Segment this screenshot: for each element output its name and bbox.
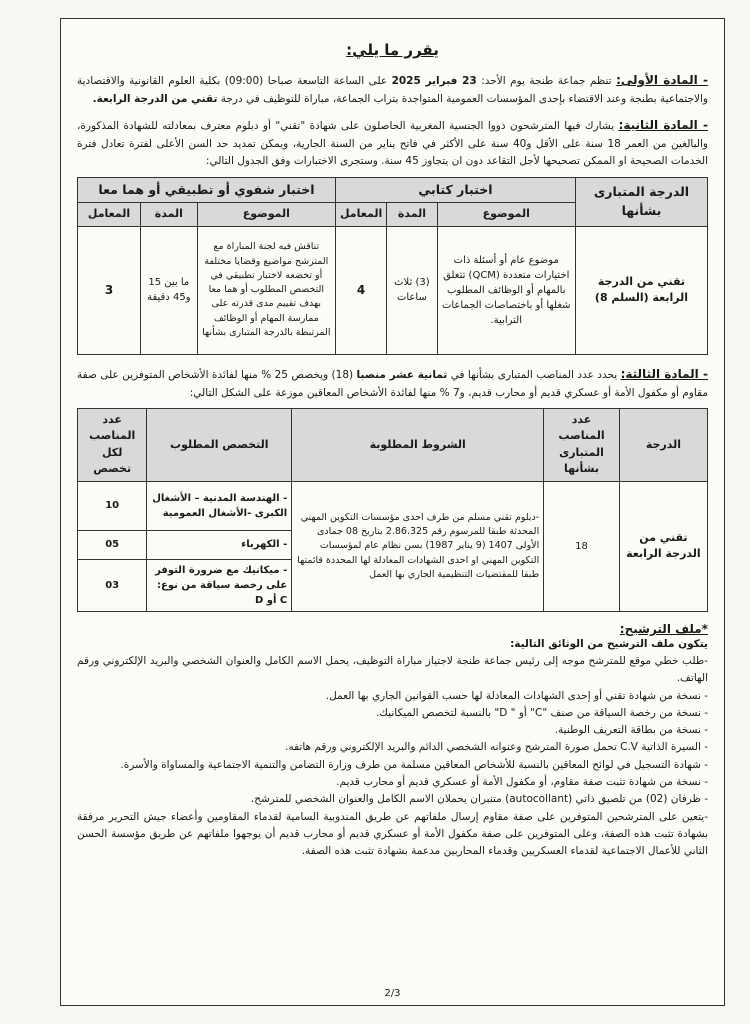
exam-oral-duration-h: المدة (141, 203, 198, 227)
article-3 (77, 365, 708, 402)
posts-conditions-h: الشروط المطلوبة (292, 408, 544, 481)
article-1-date: 23 فبراير 2025 (391, 75, 477, 87)
article-1-label: - المادة الأولى: (616, 73, 709, 87)
article-3-count: ثمانية عشر منصبا (356, 368, 448, 381)
exam-row-written-duration: (3) ثلاث ساعات (387, 226, 437, 354)
article-3-text-b: (18) ويخصص 25 % منها لفائدة الأشخاص المتوفرين على صفة مقاوم أو مكفول الأمة أو عسكري قديم أو محارب قديم، و7 % منها لفائدة الأشخاص المعاقين موزعة على الشكل التالي: (77, 368, 708, 399)
exam-written-coef-h: المعامل (335, 203, 386, 227)
posts-conditions: -دبلوم تقني مسلم من طرف احدى مؤسسات التكوين المهني المحدثة طبقا للمرسوم رقم 2.86.325 بتاريخ 08 جمادى الأولى 1407 (9 يناير 1987) بسن نظام عام لمؤسسات التكوين المهني او احدى الشهادات المعادلة لها المحددة قائمتها طبقا للمقتضيات التنظيمية الجاري بها العمل (292, 481, 544, 611)
article-1 (77, 71, 708, 108)
article-1-text-a: تنظم جماعة طنجة يوم الأحد: (476, 75, 617, 87)
posts-count-2: 05 (78, 530, 147, 559)
dossier-intro: يتكون ملف الترشيح من الوثائق التالية: (510, 637, 708, 650)
article-3-label: - المادة الثالثة: (620, 366, 708, 381)
posts-total-h: عدد المناصب المتبارى بشأنها (544, 408, 620, 481)
article-3-text-a: يحدد عدد المناصب المتبارى بشأنها في (447, 368, 621, 381)
article-1-text-b: على الساعة التاسعة صباحا (09:00) بكلية العلوم القانونية والاقتصادية والاجتماعية بطنجة وعند الاقتضاء بإحدى المؤسسات العمومية المتواجدة بتراب الجماعة، مباراة للتوظيف في درجة (77, 75, 708, 105)
document-page (60, 18, 725, 1006)
exam-oral-subject-h: الموضوع (197, 203, 335, 227)
posts-count-3: 03 (78, 559, 147, 611)
exam-row-written-coef: 4 (335, 226, 386, 354)
page-number: 2/3 (384, 988, 401, 999)
dossier-item: - ظرفان (02) من تلصيق ذاتي (autocollant) متنبران يحملان الاسم الكامل والعنوان الشخصي للمترشح. (250, 793, 708, 806)
article-1-grade: تقني من الدرجة الرابعة. (92, 92, 218, 105)
exam-written-duration-h: المدة (387, 203, 437, 227)
dossier-item: - السيرة الذاتية C.V تحمل صورة المترشح وعنوانه الشخصي الدائم والبريد الإلكتروني ورقم هاتفه. (285, 741, 708, 754)
dossier-item: - نسخة من بطاقة التعريف الوطنية. (554, 724, 708, 737)
posts-grade: تقني من الدرجة الرابعة (619, 481, 707, 611)
exam-row-grade: تقني من الدرجة الرابعة (السلم 8) (575, 226, 707, 354)
posts-count-1: 10 (78, 481, 147, 530)
exam-grade-header: الدرجة المتبارى بشأنها (575, 177, 707, 226)
dossier-item: -طلب خطي موقع للمترشح موجه إلى رئيس جماعة طنجة لاجتياز مباراة التوظيف، يحمل الاسم الكامل والعنوان الشخصي والبريد الإلكتروني ورقم الهاتف. (77, 654, 708, 685)
dossier-list (77, 653, 708, 861)
posts-table (77, 408, 708, 612)
exam-row-oral-duration: ما بين 15 و45 دقيقة (141, 226, 198, 354)
dossier-heading: *ملف الترشيح: (619, 621, 708, 636)
posts-specialty-2: - الكهرباء (147, 530, 292, 559)
exam-oral-header: اختبار شفوي أو تطبيقي أو هما معا (78, 177, 336, 203)
article-2 (77, 116, 708, 170)
exam-table (77, 177, 708, 355)
dossier-item: -يتعين على المترشحين المتوفرين على صفة مقاوم إرسال ملفاتهم عن طريق المندوبية السامية لقدماء المقاومين وأعضاء جيش التحرير مرفقة بشهادة تثبت هذه الصفة، وعلى المتوفرين على صفة مكفول الأمة أو عسكري قديم أو محارب قديم أن يوجهوا ملفاتهم عن طريق مؤسسة الحسن الثاني للأعمال الاجتماعية لقدماء العسكريين وقدماء المحاربين مدعمة بشهادة تثبت هذه الصفة. (77, 810, 708, 858)
dossier-item: - نسخة من شهادة تقني أو إحدى الشهادات المعادلة لها حسب القوانين الجاري بها العمل. (325, 689, 708, 702)
exam-row-oral-subject: تناقش فيه لجنة المباراة مع المترشح مواضيع وقضايا مختلفة أو تخضعه لاختبار تطبيقي في التخصص المطلوب أو هما معا بهدف تقييم مدى قدرته على ممارسة المهام أو الوظائف المرتبطة بالدرجة المتبارى بشأنها (197, 226, 335, 354)
article-2-label: - المادة الثانية: (618, 118, 708, 133)
posts-specialty-1: - الهندسة المدنية – الأشغال الكبرى -الأشغال العمومية (147, 481, 292, 530)
dossier-item: - شهادة التسجيل في لوائح المعاقين بالنسبة للأشخاص المعاقين مسلمة من طرف وزارة التضامن والتنمية الاجتماعية والمساواة والأسرة. (120, 758, 708, 771)
article-2-text: يشارك فيها المترشحون ذووا الجنسية المغربية الحاصلون على شهادة "تقني" أو دبلوم معترف بمعادلته للشهادة المذكورة، والبالغين من العمر 18 سنة على الأقل و40 سنة على الأكثر في فاتح يناير من السنة الجارية، ويمكن تمديد حد السن الأعلى لفترة تعادل فترة الخدمات الصحيحة او الممكن تصحيحها لأجل التقاعد دون ان يتجاوز 45 سنة. وستجرى الاختبارات وفق الجدول التالي: (77, 120, 708, 168)
exam-written-header: اختبار كتابي (335, 177, 575, 203)
posts-specialty-h: التخصص المطلوب (147, 408, 292, 481)
dossier-item: - نسخة من شهادة تثبت صفة مقاوم، أو مكفول الأمة أو عسكري قديم أو محارب قديم. (336, 776, 708, 789)
exam-oral-coef-h: المعامل (78, 203, 141, 227)
exam-row-written-subject: موضوع عام أو أسئلة ذات اختيارات متعددة (QCM) تتعلق بالمهام أو الوظائف المطلوب شغلها أو باختصاصات الجماعات الترابية. (437, 226, 575, 354)
posts-specialty-3: - ميكانيك مع ضرورة التوفر على رخصة سياقة من نوع: C أو D (147, 559, 292, 611)
posts-grade-h: الدرجة (619, 408, 707, 481)
page-title: يقرر ما يلي: (346, 41, 439, 59)
posts-total: 18 (544, 481, 620, 611)
exam-written-subject-h: الموضوع (437, 203, 575, 227)
dossier-item: - نسخة من رخصة السياقة من صنف "C" أو " D" بالنسبة لتخصص الميكانيك. (375, 706, 708, 719)
exam-row-oral-coef: 3 (78, 226, 141, 354)
posts-per-h: عدد المناصب لكل تخصص (78, 408, 147, 481)
